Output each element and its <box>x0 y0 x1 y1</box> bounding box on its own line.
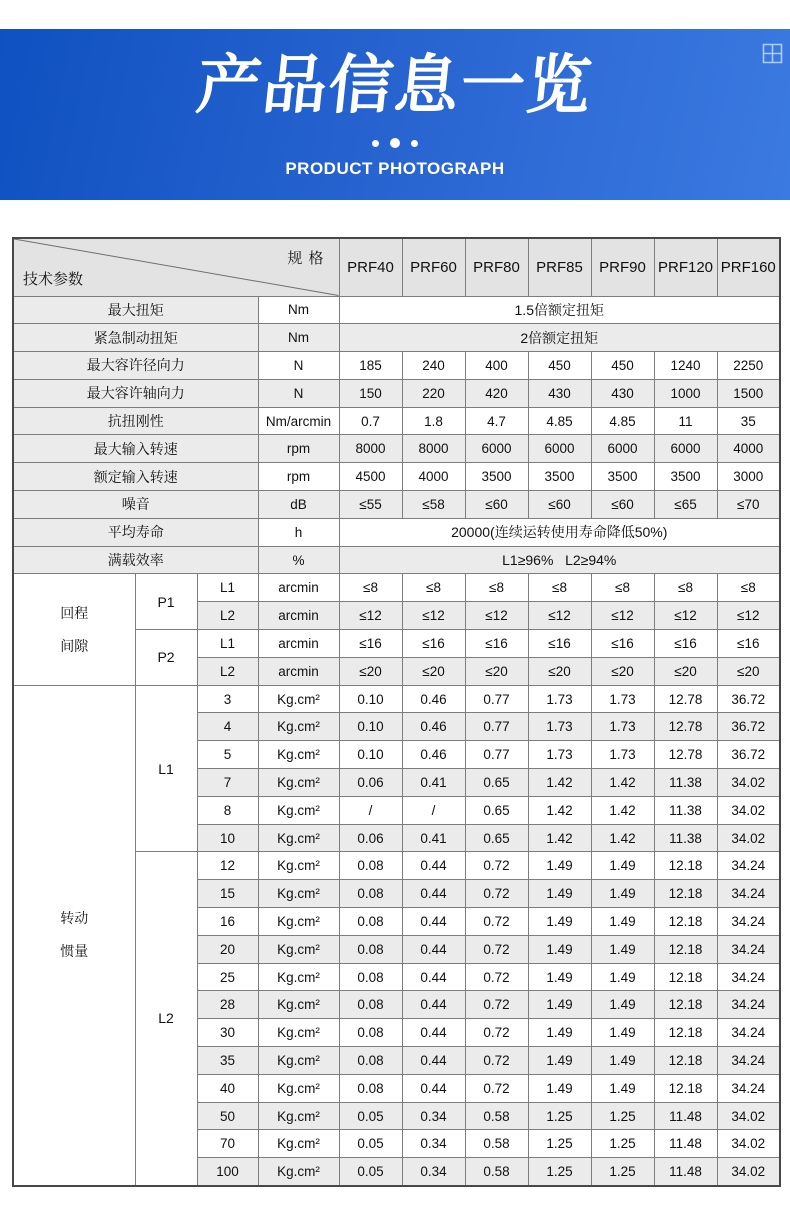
value-cell: 0.44 <box>402 908 465 936</box>
value-cell: 34.02 <box>717 769 780 797</box>
value-cell: 36.72 <box>717 713 780 741</box>
value-cell: 1240 <box>654 352 717 380</box>
value-cell: 3500 <box>654 463 717 491</box>
value-cell: 1000 <box>654 379 717 407</box>
value-cell: 1.25 <box>528 1158 591 1186</box>
value-cell: 12.18 <box>654 880 717 908</box>
value-cell: 0.65 <box>465 824 528 852</box>
value-cell: ≤8 <box>465 574 528 602</box>
value-cell: 150 <box>339 379 402 407</box>
value-cell: 1.49 <box>591 935 654 963</box>
unit-cell: Kg.cm² <box>258 713 339 741</box>
value-cell: 11.38 <box>654 824 717 852</box>
value-cell: 0.08 <box>339 1074 402 1102</box>
value-cell: 12.18 <box>654 852 717 880</box>
value-cell: ≤12 <box>402 602 465 630</box>
value-cell: ≤8 <box>717 574 780 602</box>
value-cell: 1.49 <box>528 1019 591 1047</box>
value-cell: ≤20 <box>465 657 528 685</box>
corner-params-label: 技术参数 <box>23 270 84 288</box>
level-cell: L2 <box>197 657 258 685</box>
unit-cell: Kg.cm² <box>258 685 339 713</box>
unit-cell: Kg.cm² <box>258 908 339 936</box>
value-cell: ≤16 <box>591 630 654 658</box>
value-cell: 34.02 <box>717 1130 780 1158</box>
ratio-cell: 7 <box>197 769 258 797</box>
value-cell: 11.48 <box>654 1130 717 1158</box>
value-cell: 1.42 <box>528 824 591 852</box>
value-cell: 34.24 <box>717 852 780 880</box>
unit-cell: Kg.cm² <box>258 991 339 1019</box>
value-cell: 0.58 <box>465 1158 528 1186</box>
value-cell: 36.72 <box>717 741 780 769</box>
value-cell: 0.44 <box>402 935 465 963</box>
value-cell: 0.46 <box>402 685 465 713</box>
value-cell: 36.72 <box>717 685 780 713</box>
ratio-cell: 28 <box>197 991 258 1019</box>
subgroup-label: P1 <box>135 574 197 630</box>
value-cell: 450 <box>528 352 591 380</box>
value-cell: / <box>402 796 465 824</box>
inertia-group-label <box>13 685 135 1185</box>
unit-cell: Kg.cm² <box>258 824 339 852</box>
value-cell: 12.78 <box>654 713 717 741</box>
value-cell: 1.73 <box>528 713 591 741</box>
value-cell: 1.73 <box>591 741 654 769</box>
unit-cell: rpm <box>258 435 339 463</box>
unit-cell: Kg.cm² <box>258 852 339 880</box>
value-cell: / <box>339 796 402 824</box>
unit-cell: Kg.cm² <box>258 796 339 824</box>
column-header: PRF120 <box>654 238 717 296</box>
value-cell: ≤8 <box>339 574 402 602</box>
unit-cell: h <box>258 518 339 546</box>
value-cell: 1.42 <box>528 769 591 797</box>
unit-cell: Nm <box>258 324 339 352</box>
page-subtitle: PRODUCT PHOTOGRAPH <box>285 159 505 178</box>
value-cell: 1.25 <box>591 1102 654 1130</box>
value-cell: 34.24 <box>717 908 780 936</box>
value-cell: ≤60 <box>465 491 528 519</box>
value-cell: 1.49 <box>591 991 654 1019</box>
value-cell: 1.25 <box>591 1158 654 1186</box>
value-cell: 220 <box>402 379 465 407</box>
unit-cell: Kg.cm² <box>258 1130 339 1158</box>
value-cell: 0.65 <box>465 796 528 824</box>
ratio-cell: 50 <box>197 1102 258 1130</box>
value-cell: 0.72 <box>465 1019 528 1047</box>
value-cell: ≤20 <box>402 657 465 685</box>
corner-spec-label: 规 格 <box>287 250 325 267</box>
ratio-cell: 3 <box>197 685 258 713</box>
value-cell: 12.18 <box>654 908 717 936</box>
column-header: PRF90 <box>591 238 654 296</box>
value-cell: 1.42 <box>591 796 654 824</box>
value-cell: 0.72 <box>465 935 528 963</box>
level-cell: L1 <box>197 574 258 602</box>
corner-cell <box>13 238 339 296</box>
row-label: 最大容许径向力 <box>13 352 258 380</box>
value-cell: 34.24 <box>717 1019 780 1047</box>
unit-cell: Kg.cm² <box>258 741 339 769</box>
backlash-group-label <box>13 574 135 685</box>
value-cell: 0.77 <box>465 741 528 769</box>
value-cell: ≤12 <box>591 602 654 630</box>
value-cell: ≤8 <box>402 574 465 602</box>
value-cell: 1.73 <box>591 713 654 741</box>
level-cell: L2 <box>197 602 258 630</box>
value-cell: 0.72 <box>465 963 528 991</box>
group-label-line: 惯量 <box>60 943 89 960</box>
column-header: PRF40 <box>339 238 402 296</box>
value-cell: 3000 <box>717 463 780 491</box>
value-cell: 0.46 <box>402 741 465 769</box>
value-cell: ≤16 <box>717 630 780 658</box>
value-cell: 6000 <box>528 435 591 463</box>
row-label: 紧急制动扭矩 <box>13 324 258 352</box>
ratio-cell: 100 <box>197 1158 258 1186</box>
value-cell: ≤12 <box>339 602 402 630</box>
value-cell: 185 <box>339 352 402 380</box>
value-cell: ≤16 <box>339 630 402 658</box>
subgroup-label: P2 <box>135 630 197 686</box>
value-cell: ≤16 <box>402 630 465 658</box>
value-cell: 4.85 <box>591 407 654 435</box>
group-label-line: 间隙 <box>60 637 89 654</box>
value-cell: 1.49 <box>528 935 591 963</box>
ratio-cell: 8 <box>197 796 258 824</box>
value-cell: 0.06 <box>339 824 402 852</box>
ratio-cell: 25 <box>197 963 258 991</box>
merged-value-cell: L1≥96% L2≥94% <box>339 546 780 574</box>
value-cell: 0.10 <box>339 685 402 713</box>
value-cell: 3500 <box>465 463 528 491</box>
ratio-cell: 4 <box>197 713 258 741</box>
value-cell: 0.44 <box>402 963 465 991</box>
value-cell: 12.18 <box>654 1074 717 1102</box>
ratio-cell: 5 <box>197 741 258 769</box>
value-cell: 0.05 <box>339 1130 402 1158</box>
unit-cell: Kg.cm² <box>258 935 339 963</box>
value-cell: 0.10 <box>339 741 402 769</box>
ratio-cell: 16 <box>197 908 258 936</box>
value-cell: 1500 <box>717 379 780 407</box>
value-cell: 0.72 <box>465 991 528 1019</box>
value-cell: 34.02 <box>717 1102 780 1130</box>
unit-cell: Nm/arcmin <box>258 407 339 435</box>
unit-cell: N <box>258 379 339 407</box>
unit-cell: Kg.cm² <box>258 963 339 991</box>
level-cell: L1 <box>197 630 258 658</box>
value-cell: 34.24 <box>717 935 780 963</box>
value-cell: 34.24 <box>717 1047 780 1075</box>
value-cell: 8000 <box>339 435 402 463</box>
value-cell: 0.34 <box>402 1130 465 1158</box>
value-cell: 1.49 <box>591 908 654 936</box>
value-cell: 0.77 <box>465 713 528 741</box>
value-cell: 450 <box>591 352 654 380</box>
value-cell: 34.02 <box>717 796 780 824</box>
unit-cell: rpm <box>258 463 339 491</box>
spec-table <box>12 237 781 1187</box>
row-label: 平均寿命 <box>13 518 258 546</box>
value-cell: 4000 <box>402 463 465 491</box>
merged-value-cell: 1.5倍额定扭矩 <box>339 296 780 324</box>
value-cell: 4000 <box>717 435 780 463</box>
value-cell: ≤55 <box>339 491 402 519</box>
value-cell: 1.49 <box>591 1074 654 1102</box>
value-cell: 6000 <box>465 435 528 463</box>
value-cell: 0.44 <box>402 852 465 880</box>
value-cell: 1.73 <box>528 685 591 713</box>
value-cell: 1.73 <box>591 685 654 713</box>
value-cell: 0.05 <box>339 1158 402 1186</box>
row-label: 最大扭矩 <box>13 296 258 324</box>
value-cell: 1.49 <box>528 852 591 880</box>
ratio-cell: 40 <box>197 1074 258 1102</box>
value-cell: 34.02 <box>717 824 780 852</box>
row-label: 满载效率 <box>13 546 258 574</box>
value-cell: 0.41 <box>402 769 465 797</box>
value-cell: 0.08 <box>339 963 402 991</box>
column-header: PRF60 <box>402 238 465 296</box>
value-cell: 1.25 <box>591 1130 654 1158</box>
value-cell: 0.34 <box>402 1158 465 1186</box>
dots-divider <box>0 138 790 148</box>
row-label: 最大输入转速 <box>13 435 258 463</box>
value-cell: 1.49 <box>591 852 654 880</box>
ratio-cell: 20 <box>197 935 258 963</box>
value-cell: 1.49 <box>591 1047 654 1075</box>
value-cell: ≤65 <box>654 491 717 519</box>
value-cell: ≤70 <box>717 491 780 519</box>
grid-icon <box>762 43 783 64</box>
value-cell: 1.49 <box>528 963 591 991</box>
column-header: PRF160 <box>717 238 780 296</box>
dot <box>390 138 400 148</box>
ratio-cell: 15 <box>197 880 258 908</box>
value-cell: ≤16 <box>654 630 717 658</box>
page-title: 产品信息一览 <box>193 49 597 121</box>
value-cell: 0.44 <box>402 1074 465 1102</box>
value-cell: ≤60 <box>528 491 591 519</box>
value-cell: 0.08 <box>339 852 402 880</box>
row-label: 最大容许轴向力 <box>13 379 258 407</box>
value-cell: ≤8 <box>654 574 717 602</box>
unit-cell: Kg.cm² <box>258 1074 339 1102</box>
value-cell: 0.10 <box>339 713 402 741</box>
value-cell: ≤20 <box>339 657 402 685</box>
value-cell: 11.48 <box>654 1102 717 1130</box>
value-cell: 0.08 <box>339 991 402 1019</box>
value-cell: 0.58 <box>465 1130 528 1158</box>
ratio-cell: 10 <box>197 824 258 852</box>
value-cell: 2250 <box>717 352 780 380</box>
value-cell: 11.48 <box>654 1158 717 1186</box>
value-cell: 1.49 <box>591 880 654 908</box>
unit-cell: arcmin <box>258 574 339 602</box>
value-cell: 400 <box>465 352 528 380</box>
value-cell: 0.44 <box>402 991 465 1019</box>
value-cell: ≤20 <box>591 657 654 685</box>
value-cell: ≤16 <box>528 630 591 658</box>
value-cell: 4500 <box>339 463 402 491</box>
unit-cell: N <box>258 352 339 380</box>
value-cell: 0.08 <box>339 1019 402 1047</box>
value-cell: 1.49 <box>528 908 591 936</box>
value-cell: 240 <box>402 352 465 380</box>
value-cell: 0.72 <box>465 1074 528 1102</box>
value-cell: 11.38 <box>654 769 717 797</box>
ratio-cell: 70 <box>197 1130 258 1158</box>
value-cell: 1.25 <box>528 1130 591 1158</box>
ratio-cell: 12 <box>197 852 258 880</box>
value-cell: 0.08 <box>339 880 402 908</box>
unit-cell: arcmin <box>258 657 339 685</box>
merged-value-cell: 20000(连续运转使用寿命降低50%) <box>339 518 780 546</box>
row-label: 额定输入转速 <box>13 463 258 491</box>
value-cell: ≤58 <box>402 491 465 519</box>
group-label-line: 转动 <box>60 910 89 927</box>
value-cell: 12.18 <box>654 1019 717 1047</box>
unit-cell: arcmin <box>258 630 339 658</box>
unit-cell: Kg.cm² <box>258 1102 339 1130</box>
value-cell: 1.49 <box>528 1074 591 1102</box>
value-cell: 3500 <box>528 463 591 491</box>
value-cell: ≤12 <box>528 602 591 630</box>
column-header: PRF80 <box>465 238 528 296</box>
value-cell: 12.18 <box>654 935 717 963</box>
column-header: PRF85 <box>528 238 591 296</box>
subgroup-label: L2 <box>135 852 197 1186</box>
subgroup-label: L1 <box>135 685 197 852</box>
value-cell: 0.44 <box>402 1047 465 1075</box>
value-cell: 1.73 <box>528 741 591 769</box>
value-cell: ≤8 <box>591 574 654 602</box>
group-label-line: 回程 <box>60 604 89 621</box>
unit-cell: Nm <box>258 296 339 324</box>
value-cell: 0.65 <box>465 769 528 797</box>
value-cell: 1.49 <box>591 963 654 991</box>
value-cell: ≤12 <box>654 602 717 630</box>
value-cell: 0.06 <box>339 769 402 797</box>
value-cell: 4.7 <box>465 407 528 435</box>
value-cell: 11 <box>654 407 717 435</box>
value-cell: 430 <box>591 379 654 407</box>
value-cell: 0.7 <box>339 407 402 435</box>
value-cell: 11.38 <box>654 796 717 824</box>
value-cell: ≤12 <box>717 602 780 630</box>
value-cell: 12.78 <box>654 685 717 713</box>
value-cell: 3500 <box>591 463 654 491</box>
unit-cell: % <box>258 546 339 574</box>
value-cell: 0.77 <box>465 685 528 713</box>
ratio-cell: 35 <box>197 1047 258 1075</box>
value-cell: 0.05 <box>339 1102 402 1130</box>
value-cell: 430 <box>528 379 591 407</box>
unit-cell: Kg.cm² <box>258 1047 339 1075</box>
value-cell: 12.18 <box>654 1047 717 1075</box>
value-cell: 0.08 <box>339 908 402 936</box>
value-cell: 1.42 <box>528 796 591 824</box>
unit-cell: Kg.cm² <box>258 1019 339 1047</box>
unit-cell: arcmin <box>258 602 339 630</box>
value-cell: 1.42 <box>591 769 654 797</box>
dot <box>372 140 379 147</box>
unit-cell: Kg.cm² <box>258 880 339 908</box>
value-cell: ≤20 <box>654 657 717 685</box>
value-cell: 1.49 <box>591 1019 654 1047</box>
value-cell: 0.72 <box>465 852 528 880</box>
value-cell: 0.58 <box>465 1102 528 1130</box>
value-cell: 6000 <box>654 435 717 463</box>
value-cell: 0.08 <box>339 1047 402 1075</box>
merged-value-cell: 2倍额定扭矩 <box>339 324 780 352</box>
value-cell: 6000 <box>591 435 654 463</box>
value-cell: ≤12 <box>465 602 528 630</box>
product-info-banner <box>0 29 790 200</box>
unit-cell: Kg.cm² <box>258 1158 339 1186</box>
value-cell: 34.24 <box>717 880 780 908</box>
unit-cell: dB <box>258 491 339 519</box>
ratio-cell: 30 <box>197 1019 258 1047</box>
value-cell: 8000 <box>402 435 465 463</box>
value-cell: 35 <box>717 407 780 435</box>
value-cell: 0.44 <box>402 1019 465 1047</box>
value-cell: 12.18 <box>654 963 717 991</box>
value-cell: 1.25 <box>528 1102 591 1130</box>
row-label: 抗扭刚性 <box>13 407 258 435</box>
value-cell: 12.78 <box>654 741 717 769</box>
value-cell: ≤16 <box>465 630 528 658</box>
value-cell: 0.34 <box>402 1102 465 1130</box>
value-cell: 34.02 <box>717 1158 780 1186</box>
value-cell: 0.72 <box>465 1047 528 1075</box>
value-cell: 4.85 <box>528 407 591 435</box>
value-cell: ≤20 <box>528 657 591 685</box>
value-cell: 34.24 <box>717 963 780 991</box>
value-cell: 34.24 <box>717 991 780 1019</box>
value-cell: ≤8 <box>528 574 591 602</box>
dot <box>411 140 418 147</box>
value-cell: 1.49 <box>528 880 591 908</box>
value-cell: 0.46 <box>402 713 465 741</box>
row-label: 噪音 <box>13 491 258 519</box>
value-cell: 0.72 <box>465 880 528 908</box>
value-cell: 420 <box>465 379 528 407</box>
value-cell: ≤20 <box>717 657 780 685</box>
value-cell: 0.08 <box>339 935 402 963</box>
value-cell: 1.49 <box>528 991 591 1019</box>
value-cell: 0.72 <box>465 908 528 936</box>
value-cell: ≤60 <box>591 491 654 519</box>
value-cell: 12.18 <box>654 991 717 1019</box>
value-cell: 1.42 <box>591 824 654 852</box>
value-cell: 1.49 <box>528 1047 591 1075</box>
unit-cell: Kg.cm² <box>258 769 339 797</box>
value-cell: 1.8 <box>402 407 465 435</box>
value-cell: 34.24 <box>717 1074 780 1102</box>
value-cell: 0.44 <box>402 880 465 908</box>
value-cell: 0.41 <box>402 824 465 852</box>
